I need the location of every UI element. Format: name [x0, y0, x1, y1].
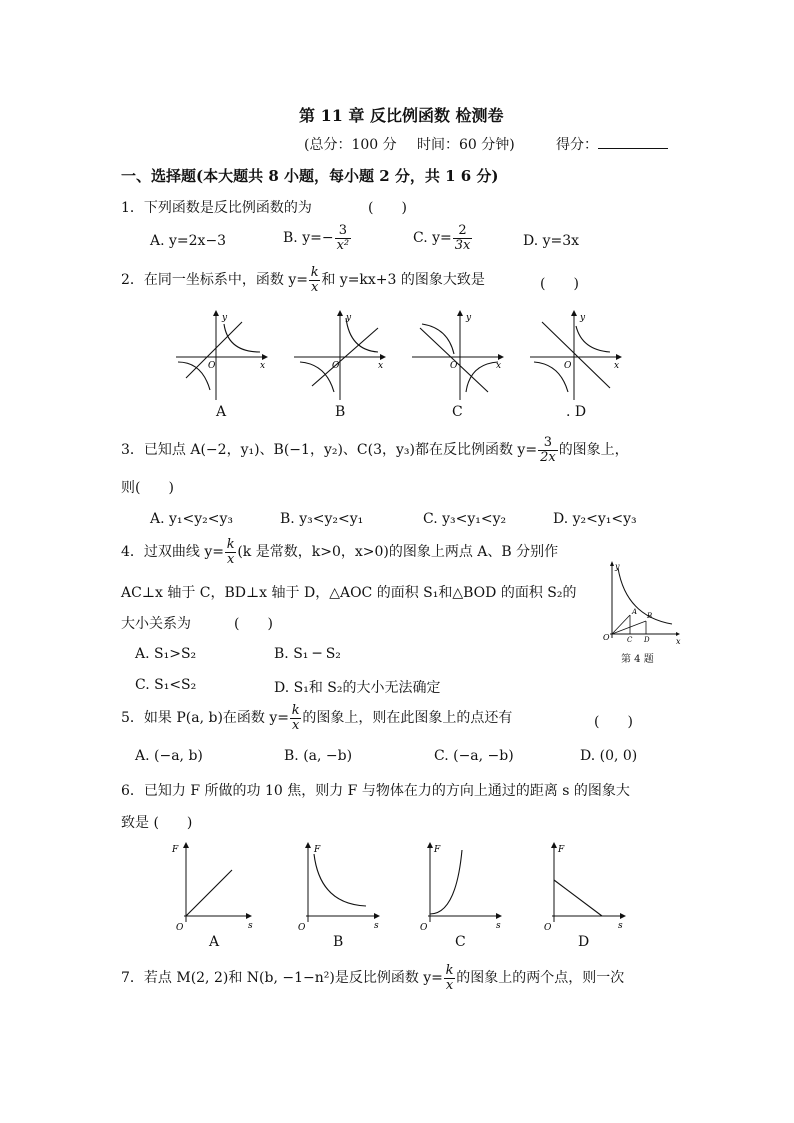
point-b-label: B — [647, 612, 653, 620]
axis-x-label: x — [260, 361, 266, 371]
axis-x-label: x — [614, 361, 620, 371]
score-blank[interactable] — [598, 136, 668, 149]
q5-stem — [121, 704, 512, 732]
q4-line2: AC⊥x 轴于 C，BD⊥x 轴于 D，△AOC 的面积 S₁和△BOD 的面积 S₂的 — [121, 585, 577, 601]
point-d-label: D — [644, 636, 650, 644]
q2-answer-paren[interactable]: ( ) — [540, 276, 579, 292]
q2-label-a: A — [216, 404, 227, 420]
q6-graph-a — [168, 840, 253, 933]
q6-line2: 致是 ( ) — [121, 815, 193, 831]
q1-option-c-prefix: C. y= — [413, 230, 452, 247]
axis-x-label: x — [496, 361, 502, 371]
q1-option-b-fraction — [335, 224, 352, 252]
fraction-numerator: k — [310, 265, 319, 280]
axis-s-label: s — [248, 921, 253, 931]
q3-stem-a: 3．已知点 A(−2，y₁)、B(−1，y₂)、C(3，y₃)都在反比例函数 y= — [121, 442, 538, 459]
axis-f-label: F — [558, 845, 565, 855]
axis-x-label: x — [676, 637, 681, 646]
score-label: 得分： — [556, 137, 598, 153]
q4-option-b[interactable]: B. S₁ ─ S₂ — [274, 646, 341, 662]
q6-label-c: C — [455, 934, 466, 950]
q1-option-d[interactable]: D. y=3x — [523, 233, 580, 249]
q1-option-a[interactable]: A. y=2x−3 — [150, 233, 227, 249]
axis-y-label: y — [346, 313, 352, 323]
q5-option-d[interactable]: D. (0, 0) — [580, 748, 638, 764]
q1-stem: 1．下列函数是反比例函数的为 — [121, 200, 312, 216]
q4-stem-b: (k 是常数，k>0，x>0)的图象上两点 A、B 分别作 — [237, 544, 559, 561]
fraction-numerator: 2 — [458, 223, 467, 238]
q2-graph-d — [526, 312, 626, 402]
fraction-denominator: x — [227, 551, 235, 567]
q1-option-b-prefix: B. y=− — [283, 230, 334, 247]
q2-graph-a — [172, 312, 272, 402]
fraction-numerator: k — [445, 963, 454, 978]
q4-figure-caption: 第 4 题 — [621, 654, 654, 665]
q6-graph-b — [290, 840, 380, 933]
q7-stem-b: 的图象上的两个点，则一次 — [456, 970, 625, 987]
q4-option-c[interactable]: C. S₁<S₂ — [135, 677, 197, 693]
q1-option-c[interactable] — [413, 224, 473, 252]
q7-fraction — [444, 964, 455, 992]
q5-stem-b: 的图象上，则在此图象上的点还有 — [302, 710, 513, 727]
fraction-denominator: 3x — [454, 237, 471, 253]
q2-label-b: B — [335, 404, 346, 420]
q6-graph-d — [536, 840, 626, 933]
origin-label: O — [298, 923, 306, 933]
q2-graph-b — [290, 312, 390, 402]
axis-f-label: F — [172, 845, 179, 855]
q5-fraction — [290, 704, 301, 732]
q4-answer-paren[interactable]: ( ) — [234, 616, 273, 632]
q4-fraction — [225, 538, 236, 566]
q5-option-b[interactable]: B. (a, −b) — [284, 748, 353, 764]
q2-label-d: . D — [566, 404, 587, 420]
q3-option-b[interactable]: B. y₃<y₂<y₁ — [280, 511, 364, 527]
q2-stem — [121, 266, 485, 294]
q4-stem — [121, 538, 558, 566]
q5-answer-paren[interactable]: ( ) — [594, 714, 633, 730]
fraction-numerator: k — [226, 537, 235, 552]
page-title: 第 11 章 反比例函数 检测卷 — [299, 106, 504, 125]
q1-option-b[interactable] — [283, 224, 352, 252]
axis-x-label: x — [378, 361, 384, 371]
q5-option-a[interactable]: A. (−a, b) — [135, 748, 203, 764]
q3-option-a[interactable]: A. y₁<y₂<y₃ — [150, 511, 234, 527]
q6-label-d: D — [578, 934, 590, 950]
q4-option-d[interactable]: D. S₁和 S₂的大小无法确定 — [274, 680, 441, 696]
score-field[interactable] — [556, 134, 668, 154]
q4-figure — [600, 560, 684, 646]
q6-graph-c — [412, 840, 502, 933]
fraction-numerator: 3 — [338, 223, 347, 238]
total-score-info: (总分：100 分 — [304, 137, 397, 153]
axis-y-label: y — [615, 562, 620, 571]
q3-line2: 则( ) — [121, 480, 174, 496]
origin-label: O — [564, 361, 572, 371]
origin-label: O — [332, 361, 340, 371]
fraction-denominator: 2x — [540, 449, 556, 465]
section-heading: 一、选择题(本大题共 8 小题，每小题 2 分，共 1 6 分) — [121, 167, 499, 185]
q2-stem-b: 和 y=kx+3 的图象大致是 — [321, 272, 485, 289]
fraction-denominator: x² — [336, 237, 350, 253]
origin-label: O — [176, 923, 184, 933]
axis-y-label: y — [222, 313, 228, 323]
q1-answer-paren[interactable]: ( ) — [368, 200, 407, 216]
fraction-numerator: k — [291, 703, 300, 718]
q6-line1: 6．已知力 F 所做的功 10 焦，则力 F 与物体在力的方向上通过的距离 s 的图象大 — [121, 783, 630, 799]
q4-option-a[interactable]: A. S₁>S₂ — [135, 646, 197, 662]
point-a-label: A — [632, 608, 638, 616]
q4-stem-a: 4．过双曲线 y= — [121, 544, 224, 561]
axis-f-label: F — [434, 845, 441, 855]
fraction-denominator: x — [445, 977, 454, 993]
origin-label: O — [208, 361, 216, 371]
q1-option-c-fraction — [453, 224, 473, 252]
fraction-numerator: 3 — [543, 435, 553, 450]
axis-y-label: y — [466, 313, 472, 323]
q2-label-c: C — [452, 404, 463, 420]
q3-stem — [121, 436, 629, 464]
q6-label-a: A — [209, 934, 220, 950]
axis-y-label: y — [580, 313, 586, 323]
fraction-denominator: x — [292, 717, 300, 733]
origin-label: O — [420, 923, 428, 933]
origin-label: O — [450, 361, 458, 371]
q2-graph-c — [408, 312, 508, 402]
origin-label: O — [603, 633, 610, 642]
q3-option-d[interactable]: D. y₂<y₁<y₃ — [553, 511, 637, 527]
q7-stem — [121, 964, 624, 992]
q5-stem-a: 5．如果 P(a, b)在函数 y= — [121, 710, 289, 727]
q6-label-b: B — [333, 934, 344, 950]
time-info: 时间：60 分钟) — [417, 137, 515, 153]
q7-stem-a: 7．若点 M(2, 2)和 N(b, −1−n²)是反比例函数 y= — [121, 970, 443, 987]
q3-option-c[interactable]: C. y₃<y₁<y₂ — [423, 511, 507, 527]
axis-f-label: F — [314, 845, 321, 855]
axis-s-label: s — [496, 921, 501, 931]
origin-label: O — [544, 923, 552, 933]
q2-stem-a: 2．在同一坐标系中，函数 y= — [121, 272, 308, 289]
q2-fraction — [309, 266, 320, 294]
point-c-label: C — [627, 636, 633, 644]
q5-option-c[interactable]: C. (−a, −b) — [434, 748, 514, 764]
axis-s-label: s — [618, 921, 623, 931]
fraction-denominator: x — [311, 279, 319, 295]
axis-s-label: s — [374, 921, 379, 931]
q4-line3: 大小关系为 — [121, 616, 191, 632]
q3-fraction — [538, 436, 558, 464]
q3-stem-b: 的图象上， — [558, 442, 629, 459]
